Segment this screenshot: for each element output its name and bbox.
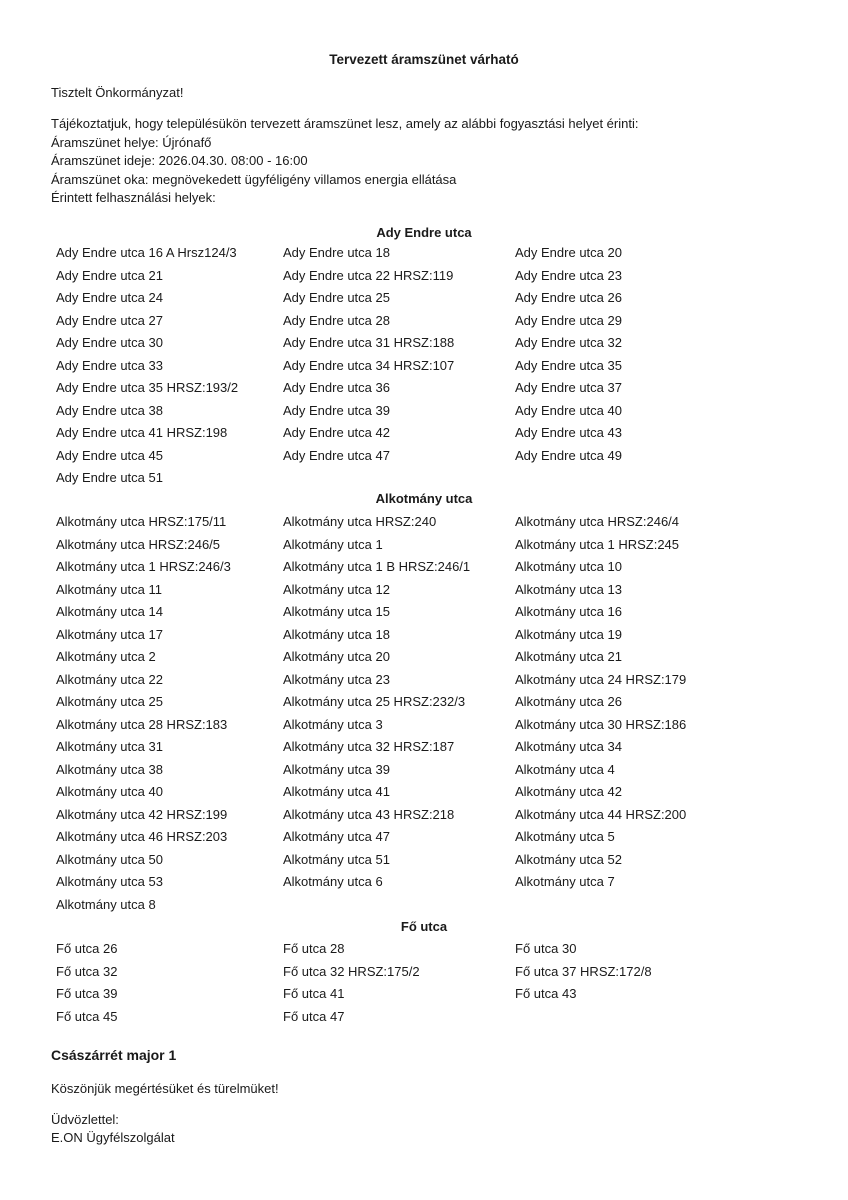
address-item: Alkotmány utca 30 HRSZ:186 [515,716,687,732]
address-item: Alkotmány utca 39 [283,761,390,777]
address-item: Ady Endre utca 47 [283,447,390,463]
address-item: Alkotmány utca 13 [515,581,622,597]
address-item: Alkotmány utca 26 [515,694,622,709]
address-item: Alkotmány utca 53 [56,874,163,889]
address-item: Ady Endre utca 40 [515,402,622,418]
address-item: Fő utca 30 [515,941,577,956]
address-item: Ady Endre utca 30 [56,335,163,350]
address-item: Alkotmány utca 10 [515,559,622,574]
section-heading-alkotmany: Alkotmány utca [375,491,473,506]
address-item: Alkotmány utca 50 [56,851,163,867]
address-item: Alkotmány utca 18 [283,626,390,642]
address-item: Alkotmány utca 42 [515,784,622,799]
address-item: Ady Endre utca 35 [515,357,622,373]
address-item: Fő utca 45 [56,1008,118,1024]
section-heading-fo-utca: Fő utca [400,919,448,934]
address-item: Ady Endre utca 38 [56,402,163,418]
intro-text: Tájékoztatjuk, hogy településükön tervezett áramszünet lesz, amely az alábbi fogyasztási helyet érinti: [51,116,639,131]
address-item: Ady Endre utca 39 [283,402,390,418]
address-item: Alkotmány utca 4 [515,761,615,777]
address-item: Ady Endre utca 33 [56,357,163,373]
address-item: Alkotmány utca 47 [283,829,390,844]
address-item: Alkotmány utca 1 B HRSZ:246/1 [283,559,471,574]
address-item: Alkotmány utca 1 HRSZ:246/3 [56,559,231,574]
address-item: Ady Endre utca 16 A Hrsz124/3 [56,245,237,260]
address-item: Ady Endre utca 27 [56,312,163,328]
address-item: Alkotmány utca 52 [515,851,622,867]
address-item: Alkotmány utca 14 [56,604,163,619]
address-item: Alkotmány utca 28 HRSZ:183 [56,716,228,732]
address-item: Fő utca 26 [56,941,118,956]
address-item: Ady Endre utca 51 [56,470,163,485]
address-item: Fő utca 47 [283,1008,345,1024]
address-item: Ady Endre utca 26 [515,290,622,305]
address-item: Ady Endre utca 36 [283,380,390,395]
outage-location: Áramszünet helye: Újrónafő [51,135,212,150]
address-item: Alkotmány utca 11 [56,581,162,597]
address-item: Ady Endre utca 28 [283,312,390,328]
address-item: Ady Endre utca 49 [515,447,622,463]
address-item: Alkotmány utca 24 HRSZ:179 [515,671,687,687]
address-item: Alkotmány utca HRSZ:246/5 [56,536,221,552]
address-item: Alkotmány utca 23 [283,671,390,687]
address-item: Alkotmány utca 15 [283,604,390,619]
address-item: Alkotmány utca 31 [56,739,163,754]
address-item: Alkotmány utca 40 [56,784,163,799]
address-item: Alkotmány utca 41 [283,784,390,799]
address-item: Alkotmány utca 25 [56,694,163,709]
address-item: Alkotmány utca 16 [515,604,622,619]
address-item: Fő utca 39 [56,986,118,1001]
address-item: Ady Endre utca 32 [515,335,622,350]
address-item: Alkotmány utca 12 [283,581,390,597]
address-item: Alkotmány utca 38 [56,761,163,777]
address-item: Fő utca 28 [283,941,345,956]
address-item: Alkotmány utca HRSZ:175/11 [56,514,227,529]
document-title: Tervezett áramszünet várható [329,52,519,67]
closing-text: Üdvözlettel: [51,1112,119,1127]
address-item: Ady Endre utca 43 [515,425,622,440]
address-item: Alkotmány utca 19 [515,626,622,642]
address-item: Alkotmány utca 34 [515,739,622,754]
address-item: Fő utca 32 [56,963,118,979]
address-item: Ady Endre utca 20 [515,245,622,260]
address-item: Fő utca 32 HRSZ:175/2 [283,963,420,979]
address-item: Ady Endre utca 24 [56,290,163,305]
address-item: Ady Endre utca 37 [515,380,622,395]
greeting: Tisztelt Önkormányzat! [51,85,184,100]
address-item: Alkotmány utca 7 [515,874,615,889]
address-item: Alkotmány utca HRSZ:246/4 [515,514,680,529]
address-item: Alkotmány utca 17 [56,626,163,642]
address-item: Alkotmány utca 21 [515,649,622,664]
address-item: Ady Endre utca 42 [283,425,390,440]
address-item: Fő utca 37 HRSZ:172/8 [515,963,652,979]
address-item: Alkotmány utca 5 [515,829,615,844]
address-item: Ady Endre utca 23 [515,267,622,283]
address-item: Ady Endre utca 18 [283,245,390,260]
address-item: Alkotmány utca 3 [283,716,383,732]
address-item: Ady Endre utca 21 [56,267,163,283]
address-item: Alkotmány utca 25 HRSZ:232/3 [283,694,466,709]
address-item: Fő utca 43 [515,986,577,1001]
address-item: Ady Endre utca 34 HRSZ:107 [283,357,455,373]
thanks-text: Köszönjük megértésüket és türelmüket! [51,1081,279,1096]
address-item: Alkotmány utca 32 HRSZ:187 [283,739,455,754]
address-item: Alkotmány utca 2 [56,649,156,664]
address-item: Ady Endre utca 29 [515,312,622,328]
address-item: Alkotmány utca 6 [283,874,383,889]
address-item: Ady Endre utca 45 [56,447,163,463]
address-item: Ady Endre utca 41 HRSZ:198 [56,425,228,440]
address-item: Ady Endre utca 25 [283,290,390,305]
address-item: Alkotmány utca 8 [56,896,156,912]
address-item: Alkotmány utca HRSZ:240 [283,514,437,529]
address-item: Alkotmány utca 20 [283,649,390,664]
outage-time: Áramszünet ideje: 2026.04.30. 08:00 - 16:00 [51,153,308,168]
section-heading-ady-endre: Ady Endre utca [376,225,472,240]
address-item: Alkotmány utca 1 HRSZ:245 [515,536,680,552]
address-item: Ady Endre utca 31 HRSZ:188 [283,335,455,350]
affected-label: Érintett felhasználási helyek: [51,190,216,205]
address-item: Alkotmány utca 44 HRSZ:200 [515,806,687,822]
address-item: Alkotmány utca 51 [283,851,390,867]
outage-reason: Áramszünet oka: megnövekedett ügyféligény villamos energia ellátása [51,172,457,187]
address-item: Fő utca 41 [283,986,345,1001]
signature-text: E.ON Ügyfélszolgálat [51,1130,175,1145]
address-item: Alkotmány utca 46 HRSZ:203 [56,829,228,844]
address-item: Alkotmány utca 1 [283,536,383,552]
address-item: Ady Endre utca 22 HRSZ:119 [283,267,454,283]
address-item: Alkotmány utca 42 HRSZ:199 [56,806,228,822]
address-item: Alkotmány utca 22 [56,671,163,687]
address-item: Ady Endre utca 35 HRSZ:193/2 [56,380,239,395]
company-heading: Császárrét major 1 [51,1047,177,1063]
address-item: Alkotmány utca 43 HRSZ:218 [283,806,455,822]
